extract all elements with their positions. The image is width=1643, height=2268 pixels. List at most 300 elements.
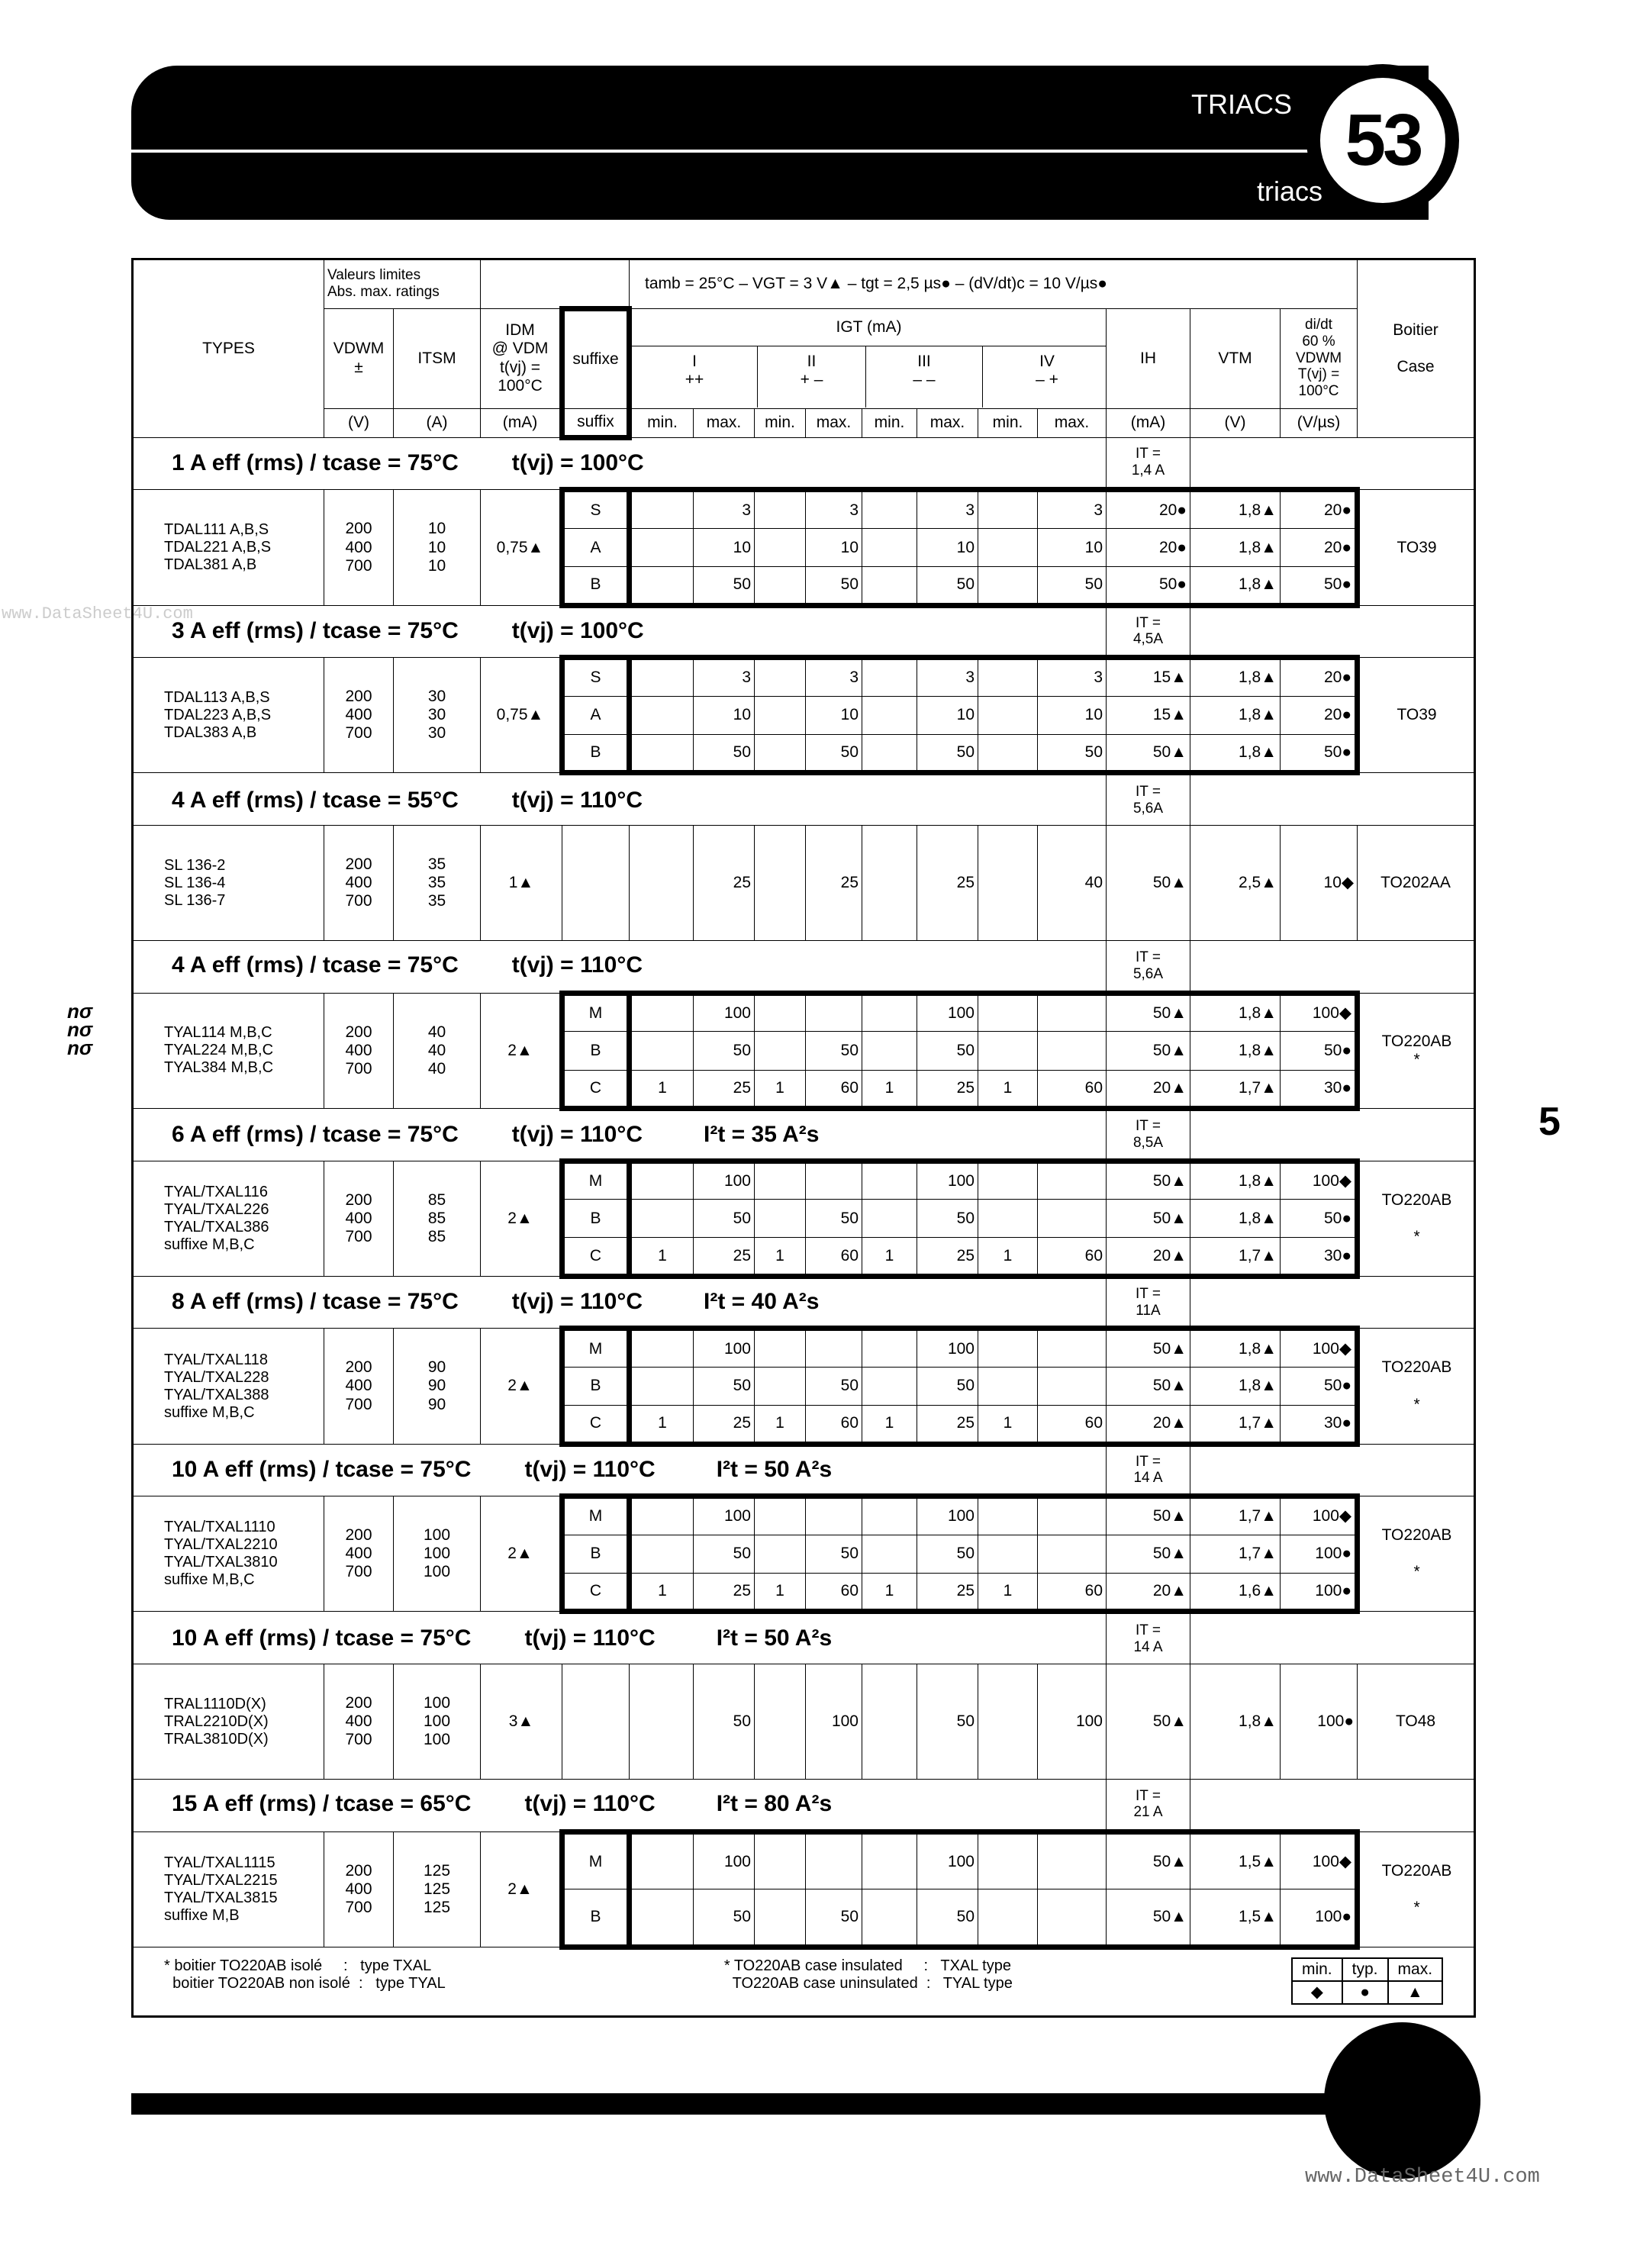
value-cell: 50 (694, 1200, 755, 1238)
header-row (133, 259, 1475, 309)
case-value: TO220AB * (1358, 993, 1475, 1108)
value-cell: 3 (917, 658, 978, 696)
value-cell (630, 1032, 694, 1070)
value-cell: 100◆ (1281, 1161, 1358, 1199)
value-cell: 60 (806, 1070, 862, 1108)
value-cell (978, 1831, 1038, 1889)
value-cell (1038, 1496, 1107, 1535)
section-tvj: t(vj) = 110°C (511, 1121, 643, 1147)
value-cell: 50 (806, 567, 862, 605)
value-cell (862, 1032, 917, 1070)
section-rating: 6 A eff (rms) / tcase = 75°C (172, 1121, 459, 1147)
unit-min: min. (862, 408, 917, 437)
section-rating: 3 A eff (rms) / tcase = 75°C (172, 618, 459, 644)
header-band-bottom (131, 153, 1429, 220)
value-cell (630, 1367, 694, 1405)
section-title-row (133, 1612, 1475, 1664)
value-cell: 30● (1281, 1238, 1358, 1276)
value-cell: 1,8▲ (1190, 658, 1281, 696)
itsm-values: 30 30 30 (394, 658, 481, 773)
vdwm-values: 200 400 700 (324, 490, 394, 605)
value-cell: 25 (917, 1070, 978, 1108)
note-en: TO220AB case uninsulated : TYAL type (723, 1974, 1013, 1992)
case-value: TO39 (1358, 490, 1475, 605)
quadrant-header: II + – (757, 346, 865, 408)
value-cell: 10 (806, 696, 862, 734)
value-cell: 50▲ (1107, 1367, 1190, 1405)
value-cell: 1,7▲ (1190, 1238, 1281, 1276)
value-cell: 20● (1281, 490, 1358, 528)
value-cell: 2,5▲ (1190, 826, 1281, 941)
value-cell: 100 (806, 1664, 862, 1779)
value-cell: 100● (1281, 1574, 1358, 1612)
value-cell (978, 696, 1038, 734)
types-list: TYAL/TXAL118 TYAL/TXAL228 TYAL/TXAL388 suffixe M,B,C (133, 1329, 324, 1444)
types-header: TYPES (133, 259, 324, 438)
note-en: * TO220AB case insulated : TXAL type (723, 1957, 1011, 1974)
blank (1190, 773, 1475, 826)
types-list: TYAL114 M,B,C TYAL224 M,B,C TYAL384 M,B,C (133, 993, 324, 1108)
value-cell (630, 1535, 694, 1573)
blank (1190, 605, 1475, 658)
value-cell: 50 (917, 735, 978, 773)
conditions-header: tamb = 25°C – VGT = 3 V▲ – tgt = 2,5 µs● – (dV/dt)c = 10 V/µs● (630, 259, 1358, 309)
section-tvj: t(vj) = 110°C (524, 1791, 656, 1817)
value-cell: 10 (1038, 528, 1107, 566)
legend-max: max. (1388, 1958, 1443, 1981)
value-cell (862, 993, 917, 1031)
note-fr: * boitier TO220AB isolé : type TXAL (164, 1957, 432, 1974)
idm-value: 2▲ (481, 1496, 562, 1612)
value-cell: 50▲ (1107, 1535, 1190, 1573)
value-cell (862, 1496, 917, 1535)
value-cell: 10 (806, 528, 862, 566)
unit-max: max. (1038, 408, 1107, 437)
data-row (133, 993, 1475, 1031)
value-cell: 1 (630, 1406, 694, 1444)
value-cell (755, 826, 806, 941)
blank (1190, 1612, 1475, 1664)
vdwm-values: 200 400 700 (324, 1329, 394, 1444)
value-cell: 10 (917, 696, 978, 734)
section-tab-number: 5 (1538, 1100, 1561, 1144)
value-cell (1038, 1161, 1107, 1199)
value-cell: 60 (1038, 1070, 1107, 1108)
value-cell (755, 1535, 806, 1573)
value-cell: 20● (1281, 528, 1358, 566)
value-cell: 10 (1038, 696, 1107, 734)
itsm-values: 40 40 40 (394, 993, 481, 1108)
value-cell (630, 1889, 694, 1947)
value-cell: 50● (1107, 567, 1190, 605)
section-title (133, 1109, 1107, 1161)
igt-header (630, 308, 1107, 408)
units-row (133, 408, 1475, 437)
value-cell: 50 (917, 1200, 978, 1238)
unit: (mA) (1107, 408, 1190, 437)
value-cell: 100 (694, 1496, 755, 1535)
value-cell (630, 658, 694, 696)
value-cell (978, 1889, 1038, 1947)
value-cell: 30● (1281, 1070, 1358, 1108)
quadrant-header: I ++ (685, 353, 704, 389)
value-cell: 100● (1281, 1889, 1358, 1947)
value-cell: 1 (755, 1070, 806, 1108)
suffix-cell (562, 826, 630, 941)
logo-mark-icon: nσ (67, 1036, 93, 1059)
value-cell: 50 (917, 1535, 978, 1573)
value-cell: 50▲ (1107, 1329, 1190, 1367)
case-value: TO202AA (1358, 826, 1475, 941)
value-cell: 25 (917, 1406, 978, 1444)
value-cell: 100 (917, 993, 978, 1031)
types-list: TYAL/TXAL116 TYAL/TXAL226 TYAL/TXAL386 suffixe M,B,C (133, 1161, 324, 1276)
value-cell (1038, 1831, 1107, 1889)
value-cell: 1 (755, 1238, 806, 1276)
notes (133, 1947, 1475, 2016)
value-cell: 60 (806, 1238, 862, 1276)
legend-min: min. (1292, 1958, 1342, 1981)
value-cell (755, 1032, 806, 1070)
value-cell: 50▲ (1107, 826, 1190, 941)
section-i2t: I²t = 40 A²s (704, 1289, 820, 1315)
value-cell: 50 (694, 1367, 755, 1405)
value-cell (862, 696, 917, 734)
vdwm-values: 200 400 700 (324, 1664, 394, 1779)
value-cell (630, 826, 694, 941)
value-cell: 60 (806, 1574, 862, 1612)
value-cell (630, 1161, 694, 1199)
value-cell: 20● (1281, 696, 1358, 734)
value-cell (630, 1664, 694, 1779)
value-cell: 100 (917, 1161, 978, 1199)
value-cell (862, 826, 917, 941)
value-cell (862, 1367, 917, 1405)
section-title (133, 1780, 1107, 1832)
value-cell (755, 1200, 806, 1238)
value-cell: 100 (694, 1329, 755, 1367)
blank (1190, 941, 1475, 994)
value-cell: 60 (806, 1406, 862, 1444)
suffix-cell: S (562, 658, 630, 696)
value-cell (755, 735, 806, 773)
ih-header: IH (1107, 308, 1190, 408)
suffix-cell: C (562, 1238, 630, 1276)
value-cell: 100 (1038, 1664, 1107, 1779)
types-list: TRAL1110D(X) TRAL2210D(X) TRAL3810D(X) (133, 1664, 324, 1779)
value-cell: 50 (806, 735, 862, 773)
value-cell (755, 1664, 806, 1779)
value-cell: 1,7▲ (1190, 1070, 1281, 1108)
value-cell: 100◆ (1281, 993, 1358, 1031)
idm-value: 2▲ (481, 1831, 562, 1947)
value-cell: 3 (1038, 490, 1107, 528)
data-row (133, 1831, 1475, 1889)
suffix-cell: M (562, 1831, 630, 1889)
value-cell (755, 567, 806, 605)
value-cell (978, 490, 1038, 528)
suffix-cell: B (562, 735, 630, 773)
data-row (133, 658, 1475, 696)
value-cell: 100◆ (1281, 1496, 1358, 1535)
section-title (133, 605, 1107, 658)
value-cell: 10 (694, 528, 755, 566)
data-row (133, 1161, 1475, 1199)
value-cell (862, 1200, 917, 1238)
idm-value: 2▲ (481, 1161, 562, 1276)
value-cell: 50 (694, 1535, 755, 1573)
suffix-cell (562, 1664, 630, 1779)
value-cell: 1,8▲ (1190, 1367, 1281, 1405)
section-i2t: I²t = 35 A²s (704, 1121, 820, 1147)
value-cell: 20▲ (1107, 1070, 1190, 1108)
value-cell: 20● (1107, 528, 1190, 566)
suffix-cell: C (562, 1574, 630, 1612)
it-value: IT = 5,6A (1107, 773, 1190, 826)
types-list: TYAL/TXAL1110 TYAL/TXAL2210 TYAL/TXAL3810 suffixe M,B,C (133, 1496, 324, 1612)
value-cell: 25 (694, 1070, 755, 1108)
value-cell (755, 1161, 806, 1199)
value-cell (978, 567, 1038, 605)
value-cell (862, 658, 917, 696)
value-cell: 30● (1281, 1406, 1358, 1444)
value-cell: 50▲ (1107, 735, 1190, 773)
section-title (133, 1444, 1107, 1496)
value-cell: 1 (755, 1574, 806, 1612)
value-cell (630, 567, 694, 605)
itsm-values: 85 85 85 (394, 1161, 481, 1276)
section-i2t: I²t = 80 A²s (716, 1791, 833, 1817)
itsm-values: 125 125 125 (394, 1831, 481, 1947)
quadrant-header: IV – + (982, 346, 1111, 408)
value-cell: 1,7▲ (1190, 1535, 1281, 1573)
value-cell: 50▲ (1107, 1889, 1190, 1947)
value-cell: 10◆ (1281, 826, 1358, 941)
value-cell (862, 1889, 917, 1947)
value-cell (862, 1329, 917, 1367)
value-cell: 50● (1281, 1200, 1358, 1238)
symbol-legend (1291, 1957, 1443, 2005)
value-cell: 50▲ (1107, 1161, 1190, 1199)
unit-min: min. (978, 408, 1038, 437)
value-cell: 50▲ (1107, 1831, 1190, 1889)
value-cell: 1,6▲ (1190, 1574, 1281, 1612)
value-cell: 50● (1281, 1032, 1358, 1070)
value-cell: 20▲ (1107, 1406, 1190, 1444)
value-cell: 15▲ (1107, 696, 1190, 734)
value-cell: 50 (694, 735, 755, 773)
unit-max: max. (694, 408, 755, 437)
value-cell: 15▲ (1107, 658, 1190, 696)
blank (1190, 1444, 1475, 1496)
value-cell (978, 993, 1038, 1031)
value-cell (755, 1889, 806, 1947)
section-rating: 4 A eff (rms) / tcase = 75°C (172, 952, 459, 978)
section-tvj: t(vj) = 100°C (511, 618, 644, 644)
value-cell (862, 567, 917, 605)
section-rating: 10 A eff (rms) / tcase = 75°C (172, 1625, 472, 1651)
section-title-row (133, 773, 1475, 826)
vdwm-values: 200 400 700 (324, 658, 394, 773)
value-cell: 50 (917, 567, 978, 605)
section-rating: 15 A eff (rms) / tcase = 65°C (172, 1791, 472, 1817)
value-cell: 50 (806, 1200, 862, 1238)
value-cell: 1 (862, 1238, 917, 1276)
value-cell: 1 (630, 1238, 694, 1276)
value-cell (978, 1535, 1038, 1573)
value-cell (755, 1831, 806, 1889)
value-cell (862, 528, 917, 566)
section-title-row (133, 1780, 1475, 1832)
data-row (133, 1496, 1475, 1535)
value-cell (806, 1831, 862, 1889)
idm-value: 3▲ (481, 1664, 562, 1779)
legend-typ: typ. (1342, 1958, 1388, 1981)
value-cell: 60 (1038, 1406, 1107, 1444)
value-cell: 1 (862, 1070, 917, 1108)
case-value: TO220AB * (1358, 1496, 1475, 1612)
case-value: TO39 (1358, 658, 1475, 773)
section-i2t: I²t = 50 A²s (716, 1457, 833, 1483)
value-cell: 100● (1281, 1664, 1358, 1779)
section-i2t: I²t = 50 A²s (716, 1625, 833, 1651)
value-cell: 50● (1281, 735, 1358, 773)
value-cell: 50 (917, 1032, 978, 1070)
itsm-values: 35 35 35 (394, 826, 481, 941)
header-row (133, 308, 1475, 408)
triacs-table (131, 258, 1476, 2018)
idm-header: IDM @ VDM t(vj) = 100°C (481, 308, 562, 408)
value-cell: 10 (694, 696, 755, 734)
notes-row (133, 1947, 1475, 2016)
value-cell: 1 (978, 1238, 1038, 1276)
itsm-values: 10 10 10 (394, 490, 481, 605)
section-title-row (133, 1109, 1475, 1161)
value-cell (755, 696, 806, 734)
suffix-cell: B (562, 1535, 630, 1573)
blank (1190, 1780, 1475, 1832)
value-cell: 25 (694, 826, 755, 941)
value-cell: 25 (917, 826, 978, 941)
types-list: TDAL113 A,B,S TDAL223 A,B,S TDAL383 A,B (133, 658, 324, 773)
value-cell (978, 1367, 1038, 1405)
value-cell: 100 (694, 1161, 755, 1199)
suffix-cell: M (562, 1329, 630, 1367)
value-cell (978, 1664, 1038, 1779)
value-cell: 50 (694, 1664, 755, 1779)
value-cell (862, 1664, 917, 1779)
value-cell: 1,7▲ (1190, 1496, 1281, 1535)
value-cell: 1,8▲ (1190, 1032, 1281, 1070)
it-value: IT = 8,5A (1107, 1109, 1190, 1161)
it-value: IT = 11A (1107, 1276, 1190, 1329)
vdwm-values: 200 400 700 (324, 1496, 394, 1612)
value-cell: 1,8▲ (1190, 490, 1281, 528)
value-cell (862, 1161, 917, 1199)
blank (1190, 1276, 1475, 1329)
watermark-left: www.DataSheet4U.com (2, 604, 193, 623)
value-cell (978, 528, 1038, 566)
section-rating: 10 A eff (rms) / tcase = 75°C (172, 1457, 472, 1483)
section-title (133, 773, 1107, 826)
value-cell (978, 1161, 1038, 1199)
value-cell: 100● (1281, 1535, 1358, 1573)
section-title-row (133, 1444, 1475, 1496)
data-row (133, 1664, 1475, 1779)
value-cell: 1 (755, 1406, 806, 1444)
section-tvj: t(vj) = 100°C (511, 450, 644, 476)
value-cell: 25 (694, 1406, 755, 1444)
types-list: SL 136-2 SL 136-4 SL 136-7 (133, 826, 324, 941)
suffix-cell: M (562, 1496, 630, 1535)
suffix-cell: M (562, 1161, 630, 1199)
value-cell: 1 (630, 1070, 694, 1108)
value-cell (630, 1200, 694, 1238)
value-cell (755, 658, 806, 696)
value-cell: 1 (978, 1574, 1038, 1612)
blank (481, 259, 630, 309)
value-cell: 1,8▲ (1190, 567, 1281, 605)
igt-label: IGT (mA) (632, 309, 1106, 346)
value-cell: 50▲ (1107, 1664, 1190, 1779)
value-cell (1038, 993, 1107, 1031)
it-value: IT = 1,4 A (1107, 437, 1190, 490)
section-tvj: t(vj) = 110°C (511, 787, 643, 813)
value-cell: 50 (806, 1032, 862, 1070)
value-cell (1038, 1200, 1107, 1238)
section-title (133, 941, 1107, 994)
value-cell (862, 1535, 917, 1573)
value-cell (630, 1496, 694, 1535)
value-cell: 50● (1281, 567, 1358, 605)
value-cell: 50▲ (1107, 1496, 1190, 1535)
value-cell: 3 (1038, 658, 1107, 696)
value-cell: 50▲ (1107, 993, 1190, 1031)
value-cell: 1 (630, 1574, 694, 1612)
value-cell (630, 528, 694, 566)
value-cell: 50 (917, 1367, 978, 1405)
header-subtitle: triacs (1256, 176, 1322, 207)
value-cell (862, 735, 917, 773)
value-cell: 1 (978, 1406, 1038, 1444)
it-value: IT = 5,6A (1107, 941, 1190, 994)
value-cell: 50 (694, 567, 755, 605)
value-cell: 50 (806, 1367, 862, 1405)
value-cell: 60 (1038, 1574, 1107, 1612)
suffix-cell: A (562, 528, 630, 566)
value-cell (630, 696, 694, 734)
value-cell: 100 (917, 1496, 978, 1535)
abs-ratings-header: Valeurs limites Abs. max. ratings (324, 259, 481, 309)
value-cell: 100 (917, 1831, 978, 1889)
triangle-icon: ▲ (1388, 1981, 1443, 2004)
section-tvj: t(vj) = 110°C (511, 1289, 643, 1315)
suffix-cell: B (562, 1889, 630, 1947)
value-cell: 100◆ (1281, 1329, 1358, 1367)
section-title (133, 1612, 1107, 1664)
suffix-cell: C (562, 1406, 630, 1444)
section-title-row (133, 605, 1475, 658)
vdwm-values: 200 400 700 (324, 1831, 394, 1947)
value-cell (755, 1367, 806, 1405)
value-cell: 25 (917, 1238, 978, 1276)
value-cell (630, 993, 694, 1031)
value-cell: 100 (694, 993, 755, 1031)
itsm-values: 90 90 90 (394, 1329, 481, 1444)
value-cell (806, 1161, 862, 1199)
didt-header: di/dt 60 % VDWM T(vj) = 100°C (1281, 308, 1358, 408)
section-rating: 4 A eff (rms) / tcase = 55°C (172, 787, 459, 813)
